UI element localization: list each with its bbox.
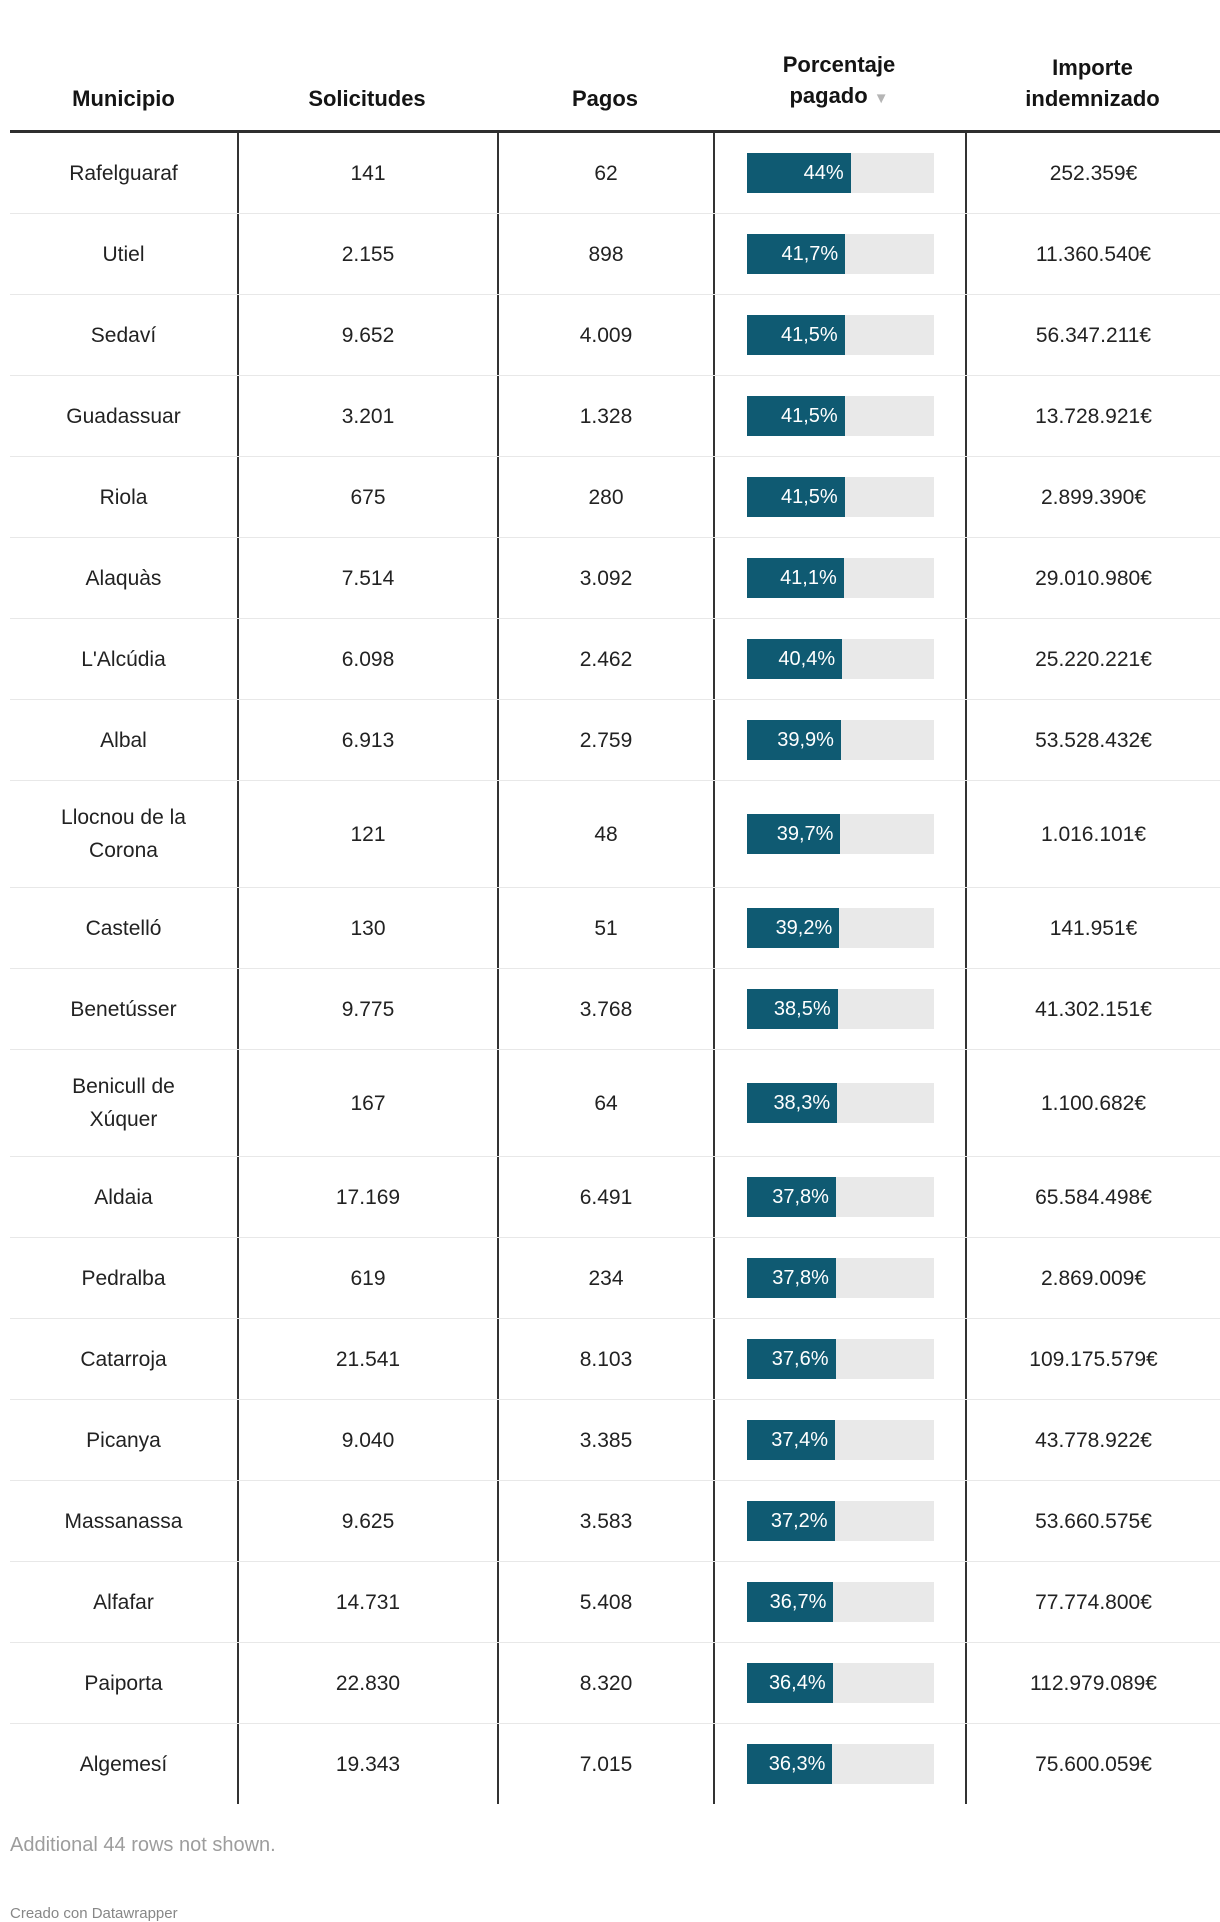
percentage-bar-label: 37,6% bbox=[771, 1347, 829, 1370]
percentage-bar-track bbox=[747, 908, 934, 948]
cell-porcentaje-pagado bbox=[713, 214, 965, 294]
cell-municipio bbox=[10, 457, 237, 537]
table-body bbox=[10, 133, 1220, 1804]
percentage-bar-fill bbox=[747, 234, 846, 274]
cell-pagos bbox=[497, 376, 713, 456]
solicitudes-value: 9.775 bbox=[341, 997, 395, 1021]
cell-porcentaje-pagado bbox=[713, 781, 965, 887]
table-row bbox=[10, 376, 1220, 457]
percentage-bar-fill bbox=[747, 1258, 836, 1298]
table-header-row bbox=[10, 30, 1220, 133]
cell-solicitudes bbox=[237, 700, 497, 780]
table-row bbox=[10, 1400, 1220, 1481]
cell-solicitudes bbox=[237, 619, 497, 699]
solicitudes-value: 3.201 bbox=[341, 404, 395, 428]
cell-pagos bbox=[497, 1481, 713, 1561]
table-row bbox=[10, 888, 1220, 969]
pagos-value: 280 bbox=[588, 485, 624, 509]
cell-importe-indemnizado bbox=[965, 457, 1220, 537]
importe-value: 1.100.682€ bbox=[1040, 1091, 1147, 1115]
column-header-pagos[interactable] bbox=[497, 83, 713, 114]
percentage-bar-label: 41,7% bbox=[781, 242, 839, 265]
percentage-bar-track bbox=[747, 1744, 934, 1784]
cell-pagos bbox=[497, 1319, 713, 1399]
percentage-bar-label: 38,5% bbox=[773, 997, 831, 1020]
pagos-value: 1.328 bbox=[579, 404, 633, 428]
table-row bbox=[10, 781, 1220, 888]
percentage-bar-fill bbox=[747, 908, 840, 948]
pagos-value: 234 bbox=[588, 1266, 624, 1290]
cell-solicitudes bbox=[237, 1400, 497, 1480]
municipio-name: Riola bbox=[99, 485, 148, 509]
cell-pagos bbox=[497, 1157, 713, 1237]
percentage-bar-fill bbox=[747, 1083, 838, 1123]
municipio-name: Sedaví bbox=[90, 323, 157, 347]
cell-importe-indemnizado bbox=[965, 1481, 1220, 1561]
table-row bbox=[10, 1724, 1220, 1804]
cell-pagos bbox=[497, 1562, 713, 1642]
cell-importe-indemnizado bbox=[965, 969, 1220, 1049]
cell-municipio bbox=[10, 1724, 237, 1804]
pagos-value: 898 bbox=[588, 242, 624, 266]
rows-not-shown-note: Additional 44 rows not shown. bbox=[10, 1834, 276, 1856]
percentage-bar-track bbox=[747, 720, 934, 760]
cell-solicitudes bbox=[237, 1157, 497, 1237]
cell-municipio bbox=[10, 214, 237, 294]
cell-porcentaje-pagado bbox=[713, 376, 965, 456]
column-header-label: Solicitudes bbox=[308, 86, 426, 111]
cell-pagos bbox=[497, 781, 713, 887]
cell-municipio bbox=[10, 781, 237, 887]
municipio-name: Benicull de Xúquer bbox=[72, 1075, 175, 1131]
solicitudes-value: 121 bbox=[350, 822, 386, 846]
percentage-bar-track bbox=[747, 234, 934, 274]
cell-importe-indemnizado bbox=[965, 619, 1220, 699]
cell-porcentaje-pagado bbox=[713, 1400, 965, 1480]
cell-municipio bbox=[10, 1400, 237, 1480]
table-row bbox=[10, 619, 1220, 700]
importe-value: 29.010.980€ bbox=[1035, 566, 1152, 590]
percentage-bar-label: 36,3% bbox=[768, 1752, 826, 1775]
municipio-name: Rafelguaraf bbox=[69, 161, 178, 185]
cell-importe-indemnizado bbox=[965, 1724, 1220, 1804]
cell-importe-indemnizado bbox=[965, 133, 1220, 213]
cell-porcentaje-pagado bbox=[713, 1643, 965, 1723]
table-row bbox=[10, 1481, 1220, 1562]
table-row bbox=[10, 1643, 1220, 1724]
percentage-bar-track bbox=[747, 1339, 934, 1379]
cell-municipio bbox=[10, 133, 237, 213]
cell-municipio bbox=[10, 1050, 237, 1156]
cell-solicitudes bbox=[237, 214, 497, 294]
percentage-bar-label: 37,4% bbox=[771, 1428, 829, 1451]
percentage-bar-label: 40,4% bbox=[778, 647, 836, 670]
column-header-porcentaje-pagado[interactable] bbox=[713, 49, 965, 114]
percentage-bar-label: 41,5% bbox=[781, 323, 838, 346]
cell-municipio bbox=[10, 619, 237, 699]
cell-importe-indemnizado bbox=[965, 1157, 1220, 1237]
column-header-municipio[interactable] bbox=[10, 83, 237, 114]
percentage-bar-track bbox=[747, 558, 934, 598]
cell-municipio bbox=[10, 700, 237, 780]
municipio-name: Massanassa bbox=[64, 1509, 183, 1533]
percentage-bar-fill bbox=[747, 558, 844, 598]
cell-municipio bbox=[10, 1319, 237, 1399]
importe-value: 2.899.390€ bbox=[1040, 485, 1147, 509]
percentage-bar-fill bbox=[747, 989, 838, 1029]
column-header-label: Municipio bbox=[72, 86, 175, 111]
cell-porcentaje-pagado bbox=[713, 1050, 965, 1156]
percentage-bar-fill bbox=[747, 720, 841, 760]
cell-porcentaje-pagado bbox=[713, 295, 965, 375]
column-header-label: Porcentaje pagado ▼ bbox=[782, 52, 896, 108]
cell-municipio bbox=[10, 969, 237, 1049]
cell-porcentaje-pagado bbox=[713, 538, 965, 618]
cell-importe-indemnizado bbox=[965, 781, 1220, 887]
data-table bbox=[10, 30, 1220, 1804]
importe-value: 141.951€ bbox=[1049, 916, 1138, 940]
percentage-bar-track bbox=[747, 639, 934, 679]
percentage-bar-label: 39,2% bbox=[775, 916, 833, 939]
cell-importe-indemnizado bbox=[965, 700, 1220, 780]
percentage-bar-label: 37,2% bbox=[770, 1509, 828, 1532]
cell-solicitudes bbox=[237, 1724, 497, 1804]
table-row bbox=[10, 457, 1220, 538]
percentage-bar-fill bbox=[747, 477, 845, 517]
pagos-value: 2.759 bbox=[579, 728, 633, 752]
importe-value: 13.728.921€ bbox=[1035, 404, 1152, 428]
cell-municipio bbox=[10, 538, 237, 618]
percentage-bar-label: 41,5% bbox=[781, 485, 838, 508]
cell-solicitudes bbox=[237, 133, 497, 213]
importe-value: 25.220.221€ bbox=[1035, 647, 1152, 671]
percentage-bar-label: 38,3% bbox=[773, 1091, 831, 1114]
percentage-bar-track bbox=[747, 153, 934, 193]
pagos-value: 7.015 bbox=[579, 1752, 633, 1776]
percentage-bar-fill bbox=[747, 1501, 835, 1541]
cell-pagos bbox=[497, 1643, 713, 1723]
percentage-bar-track bbox=[747, 477, 934, 517]
importe-value: 41.302.151€ bbox=[1035, 997, 1152, 1021]
solicitudes-value: 19.343 bbox=[335, 1752, 401, 1776]
cell-solicitudes bbox=[237, 1238, 497, 1318]
municipio-name: Castelló bbox=[85, 916, 162, 940]
percentage-bar-track bbox=[747, 1258, 934, 1298]
cell-importe-indemnizado bbox=[965, 1400, 1220, 1480]
solicitudes-value: 675 bbox=[350, 485, 386, 509]
percentage-bar-label: 44% bbox=[803, 161, 844, 184]
percentage-bar-label: 41,5% bbox=[781, 404, 838, 427]
cell-porcentaje-pagado bbox=[713, 1238, 965, 1318]
percentage-bar-track bbox=[747, 1177, 934, 1217]
percentage-bar-track bbox=[747, 814, 934, 854]
pagos-value: 62 bbox=[594, 161, 618, 185]
importe-value: 1.016.101€ bbox=[1040, 822, 1147, 846]
solicitudes-value: 619 bbox=[350, 1266, 386, 1290]
percentage-bar-label: 36,4% bbox=[768, 1671, 826, 1694]
cell-municipio bbox=[10, 888, 237, 968]
cell-importe-indemnizado bbox=[965, 214, 1220, 294]
solicitudes-value: 7.514 bbox=[341, 566, 395, 590]
importe-value: 77.774.800€ bbox=[1035, 1590, 1152, 1614]
percentage-bar-fill bbox=[747, 1177, 836, 1217]
cell-porcentaje-pagado bbox=[713, 888, 965, 968]
pagos-value: 2.462 bbox=[579, 647, 633, 671]
solicitudes-value: 2.155 bbox=[341, 242, 395, 266]
table-row bbox=[10, 214, 1220, 295]
importe-value: 109.175.579€ bbox=[1029, 1347, 1158, 1371]
column-header-label: Importe indemnizado bbox=[1025, 55, 1160, 111]
municipio-name: Picanya bbox=[86, 1428, 161, 1452]
pagos-value: 3.583 bbox=[579, 1509, 633, 1533]
solicitudes-value: 6.913 bbox=[341, 728, 395, 752]
importe-value: 252.359€ bbox=[1049, 161, 1138, 185]
municipio-name: Paiporta bbox=[84, 1671, 163, 1695]
table-row bbox=[10, 1050, 1220, 1157]
solicitudes-value: 14.731 bbox=[335, 1590, 401, 1614]
cell-pagos bbox=[497, 1724, 713, 1804]
percentage-bar-label: 37,8% bbox=[772, 1266, 829, 1289]
cell-municipio bbox=[10, 1643, 237, 1723]
cell-importe-indemnizado bbox=[965, 295, 1220, 375]
percentage-bar-label: 39,9% bbox=[777, 728, 834, 751]
municipio-name: Algemesí bbox=[79, 1752, 168, 1776]
importe-value: 53.660.575€ bbox=[1035, 1509, 1152, 1533]
pagos-value: 4.009 bbox=[579, 323, 633, 347]
percentage-bar-track bbox=[747, 1663, 934, 1703]
percentage-bar-track bbox=[747, 989, 934, 1029]
cell-solicitudes bbox=[237, 969, 497, 1049]
pagos-value: 3.768 bbox=[579, 997, 633, 1021]
importe-value: 56.347.211€ bbox=[1035, 323, 1152, 347]
cell-solicitudes bbox=[237, 376, 497, 456]
solicitudes-value: 9.040 bbox=[341, 1428, 395, 1452]
cell-municipio bbox=[10, 295, 237, 375]
cell-municipio bbox=[10, 1562, 237, 1642]
pagos-value: 8.320 bbox=[579, 1671, 633, 1695]
cell-pagos bbox=[497, 1238, 713, 1318]
pagos-value: 3.385 bbox=[579, 1428, 633, 1452]
cell-pagos bbox=[497, 133, 713, 213]
pagos-value: 6.491 bbox=[579, 1185, 633, 1209]
percentage-bar-fill bbox=[747, 1663, 833, 1703]
solicitudes-value: 6.098 bbox=[341, 647, 395, 671]
solicitudes-value: 167 bbox=[350, 1091, 386, 1115]
table-row bbox=[10, 538, 1220, 619]
table-row bbox=[10, 1157, 1220, 1238]
cell-importe-indemnizado bbox=[965, 1319, 1220, 1399]
percentage-bar-track bbox=[747, 315, 934, 355]
percentage-bar-label: 39,7% bbox=[776, 822, 834, 845]
solicitudes-value: 22.830 bbox=[335, 1671, 401, 1695]
municipio-name: Albal bbox=[100, 728, 147, 752]
solicitudes-value: 9.652 bbox=[341, 323, 395, 347]
cell-pagos bbox=[497, 969, 713, 1049]
pagos-value: 8.103 bbox=[579, 1347, 633, 1371]
cell-porcentaje-pagado bbox=[713, 1481, 965, 1561]
percentage-bar-fill bbox=[747, 814, 841, 854]
table-row bbox=[10, 133, 1220, 214]
column-header-importe-indemnizado[interactable] bbox=[965, 52, 1220, 114]
cell-solicitudes bbox=[237, 538, 497, 618]
pagos-value: 3.092 bbox=[579, 566, 633, 590]
municipio-name: Llocnou de la Corona bbox=[61, 806, 186, 862]
cell-importe-indemnizado bbox=[965, 1562, 1220, 1642]
pagos-value: 5.408 bbox=[579, 1590, 633, 1614]
cell-porcentaje-pagado bbox=[713, 1319, 965, 1399]
cell-importe-indemnizado bbox=[965, 888, 1220, 968]
cell-solicitudes bbox=[237, 888, 497, 968]
percentage-bar-fill bbox=[747, 1420, 836, 1460]
cell-pagos bbox=[497, 619, 713, 699]
municipio-name: Catarroja bbox=[80, 1347, 167, 1371]
municipio-name: Utiel bbox=[102, 242, 145, 266]
solicitudes-value: 21.541 bbox=[335, 1347, 401, 1371]
cell-porcentaje-pagado bbox=[713, 133, 965, 213]
cell-importe-indemnizado bbox=[965, 1643, 1220, 1723]
cell-solicitudes bbox=[237, 295, 497, 375]
cell-solicitudes bbox=[237, 1643, 497, 1723]
percentage-bar-track bbox=[747, 1083, 934, 1123]
importe-value: 43.778.922€ bbox=[1035, 1428, 1152, 1452]
solicitudes-value: 17.169 bbox=[335, 1185, 401, 1209]
cell-pagos bbox=[497, 214, 713, 294]
percentage-bar-fill bbox=[747, 1339, 836, 1379]
cell-importe-indemnizado bbox=[965, 1050, 1220, 1156]
cell-municipio bbox=[10, 1481, 237, 1561]
percentage-bar-track bbox=[747, 1420, 934, 1460]
municipio-name: L'Alcúdia bbox=[81, 647, 166, 671]
solicitudes-value: 9.625 bbox=[341, 1509, 395, 1533]
importe-value: 11.360.540€ bbox=[1035, 242, 1152, 266]
cell-porcentaje-pagado bbox=[713, 700, 965, 780]
percentage-bar-fill bbox=[747, 315, 845, 355]
datawrapper-credit[interactable]: Creado con Datawrapper bbox=[10, 1905, 178, 1922]
pagos-value: 51 bbox=[594, 916, 618, 940]
cell-porcentaje-pagado bbox=[713, 969, 965, 1049]
table-row bbox=[10, 295, 1220, 376]
importe-value: 2.869.009€ bbox=[1040, 1266, 1147, 1290]
column-header-label: Pagos bbox=[571, 86, 639, 111]
percentage-bar-track bbox=[747, 1582, 934, 1622]
cell-porcentaje-pagado bbox=[713, 457, 965, 537]
municipio-name: Pedralba bbox=[81, 1266, 166, 1290]
cell-pagos bbox=[497, 888, 713, 968]
cell-municipio bbox=[10, 376, 237, 456]
percentage-bar-label: 36,7% bbox=[769, 1590, 827, 1613]
cell-pagos bbox=[497, 1050, 713, 1156]
cell-solicitudes bbox=[237, 781, 497, 887]
table-row bbox=[10, 969, 1220, 1050]
cell-solicitudes bbox=[237, 457, 497, 537]
column-header-solicitudes[interactable] bbox=[237, 83, 497, 114]
pagos-value: 64 bbox=[594, 1091, 618, 1115]
cell-solicitudes bbox=[237, 1050, 497, 1156]
cell-importe-indemnizado bbox=[965, 1238, 1220, 1318]
cell-importe-indemnizado bbox=[965, 538, 1220, 618]
table-row bbox=[10, 700, 1220, 781]
percentage-bar-label: 41,1% bbox=[780, 566, 837, 589]
municipio-name: Aldaia bbox=[94, 1185, 153, 1209]
pagos-value: 48 bbox=[594, 822, 618, 846]
cell-pagos bbox=[497, 700, 713, 780]
percentage-bar-fill bbox=[747, 396, 845, 436]
cell-porcentaje-pagado bbox=[713, 1724, 965, 1804]
sort-desc-icon[interactable]: ▼ bbox=[873, 90, 889, 107]
cell-pagos bbox=[497, 538, 713, 618]
table-row bbox=[10, 1238, 1220, 1319]
municipio-name: Guadassuar bbox=[66, 404, 181, 428]
solicitudes-value: 141 bbox=[350, 161, 386, 185]
importe-value: 53.528.432€ bbox=[1035, 728, 1152, 752]
table-row bbox=[10, 1562, 1220, 1643]
cell-municipio bbox=[10, 1238, 237, 1318]
percentage-bar-fill bbox=[747, 1744, 833, 1784]
cell-municipio bbox=[10, 1157, 237, 1237]
cell-solicitudes bbox=[237, 1481, 497, 1561]
municipio-name: Alfafar bbox=[93, 1590, 154, 1614]
municipio-name: Alaquàs bbox=[85, 566, 162, 590]
cell-solicitudes bbox=[237, 1562, 497, 1642]
importe-value: 75.600.059€ bbox=[1035, 1752, 1152, 1776]
percentage-bar-fill bbox=[747, 153, 851, 193]
cell-porcentaje-pagado bbox=[713, 619, 965, 699]
cell-porcentaje-pagado bbox=[713, 1157, 965, 1237]
cell-pagos bbox=[497, 457, 713, 537]
municipio-name: Benetússer bbox=[70, 997, 177, 1021]
importe-value: 65.584.498€ bbox=[1035, 1185, 1152, 1209]
percentage-bar-track bbox=[747, 396, 934, 436]
cell-porcentaje-pagado bbox=[713, 1562, 965, 1642]
cell-pagos bbox=[497, 1400, 713, 1480]
percentage-bar-fill bbox=[747, 639, 843, 679]
table-row bbox=[10, 1319, 1220, 1400]
cell-importe-indemnizado bbox=[965, 376, 1220, 456]
cell-solicitudes bbox=[237, 1319, 497, 1399]
solicitudes-value: 130 bbox=[350, 916, 386, 940]
percentage-bar-track bbox=[747, 1501, 934, 1541]
importe-value: 112.979.089€ bbox=[1030, 1671, 1157, 1695]
percentage-bar-label: 37,8% bbox=[772, 1185, 829, 1208]
cell-pagos bbox=[497, 295, 713, 375]
percentage-bar-fill bbox=[747, 1582, 834, 1622]
